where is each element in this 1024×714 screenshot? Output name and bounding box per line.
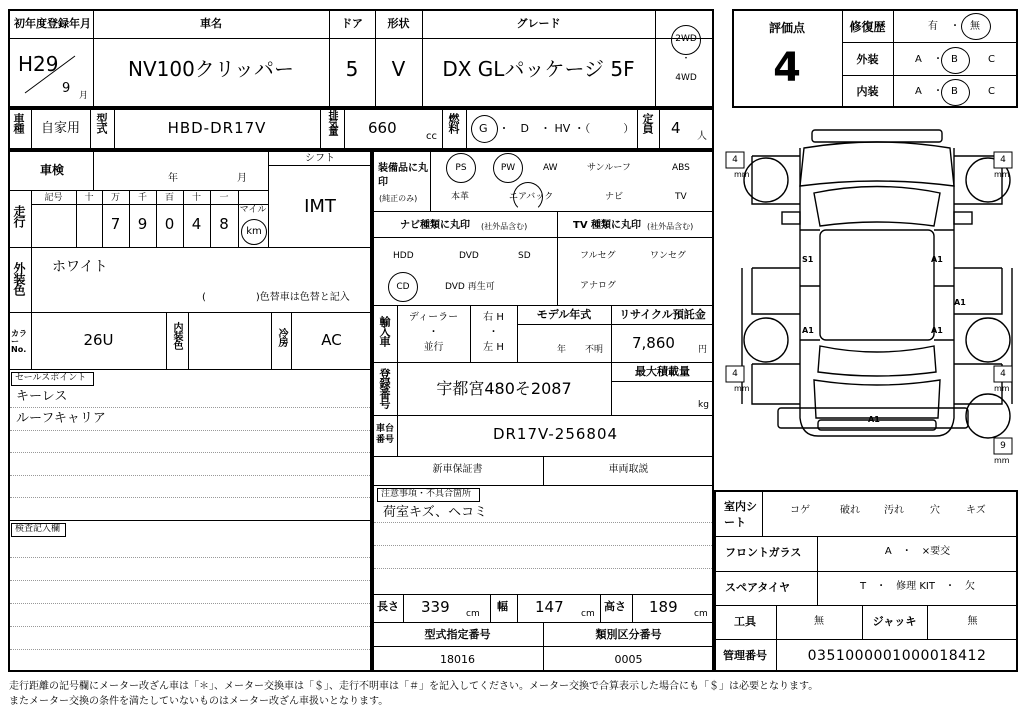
grade-label: グレード <box>516 17 561 30</box>
cap: 4 <box>671 119 681 137</box>
hgt: 189 <box>649 598 678 616</box>
footer-note: 走行距離の記号欄にメーター改ざん車は「＊」、メーター交換車は「＄」、走行不明車は「＃」を記入してください。メーター交換で合算表示した場合にも「＄」は必要となります。 <box>9 681 819 692</box>
colorno: 26U <box>83 331 114 349</box>
equip-aw: AW <box>543 163 558 173</box>
ac: AC <box>321 331 342 349</box>
equip-navi: ナビ <box>605 192 624 202</box>
notes: 荷室キズ、ヘコミ <box>383 505 488 520</box>
recycle: 7,860 <box>632 334 675 352</box>
equip-ps: PS <box>455 163 467 173</box>
tread-spare-mm: mm <box>994 456 1010 465</box>
chassis-label: 車台番号 <box>376 424 395 445</box>
import-dealer: ディーラー <box>408 312 459 323</box>
digit-h0: 記号 <box>44 193 63 203</box>
equip-abs: ABS <box>672 163 690 173</box>
model-label: 型式 <box>95 113 108 133</box>
model-year-unit: 年 <box>557 345 567 355</box>
class-no-label: 類別区分番号 <box>595 628 662 641</box>
repair-yes: 有 <box>928 21 938 32</box>
tv-label: TV 種類に丸印 <box>573 220 642 231</box>
interior-label: 内装 <box>856 85 879 98</box>
damage-mark: A1 <box>931 255 943 264</box>
digit-h4: 百 <box>164 193 174 203</box>
import-label: 輸入車 <box>378 316 391 346</box>
navi-cd: CD <box>396 282 410 292</box>
navi-sub: (社外品含む) <box>481 222 528 231</box>
model-year-unknown: 不明 <box>585 345 604 355</box>
equip-leather: 本革 <box>451 192 470 202</box>
manual: 車両取説 <box>608 464 649 475</box>
km-label: km <box>246 226 262 237</box>
int-b: B <box>951 86 958 97</box>
equip-tv: TV <box>675 192 687 202</box>
repair-dot: ・ <box>950 21 960 32</box>
sales-item: キーレス <box>16 389 68 404</box>
drive-dot: ・ <box>681 54 691 64</box>
int-color-label: 内装色 <box>171 322 182 349</box>
car-name-label: 車名 <box>200 17 222 30</box>
jack-label: ジャッキ <box>872 615 917 628</box>
disp: 660 <box>368 119 397 137</box>
import-dot: ・ <box>428 327 439 338</box>
mileage-digit: 9 <box>137 215 148 233</box>
class-no: 0005 <box>614 653 643 666</box>
len: 339 <box>421 598 450 616</box>
score-label: 評価点 <box>768 21 805 35</box>
int-opt: 汚れ <box>884 505 904 516</box>
reg-era: H29 <box>18 52 59 76</box>
shift-label: シフト <box>305 153 335 164</box>
digit-h3: 千 <box>137 193 147 203</box>
equip-airbag: エアバック <box>509 192 554 202</box>
glass-label: フロントガラス <box>725 546 802 559</box>
mileage-digit: 0 <box>164 215 175 233</box>
spare-opts: T ・ 修理 KIT ・ 欠 <box>860 581 975 592</box>
tread-spare: 9 <box>1000 441 1006 451</box>
tv-oneseg: ワンセグ <box>650 251 687 261</box>
wid-label: 幅 <box>497 600 508 613</box>
mile-label: マイル <box>239 205 267 215</box>
type-no: 18016 <box>440 653 475 666</box>
ext-a: A <box>915 54 922 65</box>
digit-h6: 一 <box>219 193 229 203</box>
hand-dot: ・ <box>488 327 499 338</box>
usage-label: 車種 <box>12 113 25 133</box>
import-parallel: 並行 <box>423 342 444 353</box>
maxload-label: 最大積載量 <box>635 365 690 378</box>
navi-dvd: DVD <box>459 251 479 261</box>
notes-label: 注意事項・不具合箇所 <box>381 489 472 499</box>
int-opt: キズ <box>966 505 986 516</box>
int-c: C <box>988 86 995 97</box>
check-label: 検査記入欄 <box>15 524 61 534</box>
plate: 宇都宮480そ2087 <box>436 379 572 398</box>
mileage-digit: 4 <box>191 215 202 233</box>
digit-h2: 万 <box>110 193 120 203</box>
len-label: 長さ <box>377 600 399 613</box>
drive-4wd: 4WD <box>675 73 697 83</box>
score-value: 4 <box>773 45 801 91</box>
shift: IMT <box>304 196 336 217</box>
grade: DX GLパッケージ 5F <box>442 57 635 81</box>
shape: V <box>391 57 406 81</box>
hgt-unit: cm <box>694 609 708 619</box>
doors-label: ドア <box>341 17 363 30</box>
warranty: 新車保証書 <box>432 464 483 475</box>
color: ホワイト <box>52 259 108 275</box>
doors: 5 <box>345 57 359 81</box>
ext-dot: ・ <box>933 54 943 65</box>
cc-unit: cc <box>426 131 437 142</box>
first-reg-label: 初年度登録年月 <box>14 17 91 30</box>
cap-label: 定員 <box>641 113 654 133</box>
equip-sub: (純正のみ) <box>379 194 418 203</box>
inspection-year: 年 <box>168 173 178 184</box>
disp-label: 排気量 <box>326 110 337 134</box>
tread-fl: 4 <box>732 155 738 165</box>
right-hand: 右 H <box>483 312 504 323</box>
navi-hdd: HDD <box>393 251 414 261</box>
color-label: 外装色 <box>12 262 26 295</box>
ext-c: C <box>988 54 995 65</box>
navi-sd: SD <box>518 251 531 261</box>
damage-mark: A1 <box>802 326 814 335</box>
mgmt: 0351000001000018412 <box>807 648 987 664</box>
damage-mark: A1 <box>868 415 880 424</box>
car-name: NV100クリッパー <box>127 57 295 81</box>
equip-sunroof: サンルーフ <box>587 163 631 173</box>
tread-fr: 4 <box>1000 155 1006 165</box>
int-a: A <box>915 86 922 97</box>
int-dot: ・ <box>933 86 943 97</box>
wid-unit: cm <box>581 609 595 619</box>
inspection-month: 月 <box>237 173 247 184</box>
person-unit: 人 <box>697 131 707 142</box>
drive-2wd: 2WD <box>675 34 697 44</box>
mileage-label: 走行 <box>12 205 26 227</box>
yen-unit: 円 <box>698 345 708 355</box>
footer-note: またメーター交換の条件を満たしていないものはメーター改ざん車扱いとなります。 <box>9 696 389 707</box>
tool-label: 工具 <box>734 615 756 628</box>
ext-b: B <box>951 54 958 65</box>
tread-fl-mm: mm <box>734 170 750 179</box>
navi-dvdplay: DVD 再生可 <box>445 282 495 292</box>
tread-rr: 4 <box>1000 369 1006 379</box>
tread-fr-mm: mm <box>994 170 1010 179</box>
tv-fullseg: フルセグ <box>580 251 616 261</box>
navi-label: ナビ種類に丸印 <box>400 220 470 231</box>
glass-opts: A ・ ×要交 <box>884 546 951 557</box>
int-opt: 破れ <box>840 505 860 516</box>
hgt-label: 高さ <box>604 600 626 613</box>
int-opt: 穴 <box>930 505 940 516</box>
equip-pw: PW <box>500 163 516 173</box>
damage-mark: A1 <box>954 298 966 307</box>
wid: 147 <box>535 598 564 616</box>
plate-label: 登録番号 <box>378 368 391 408</box>
tread-rl-mm: mm <box>734 384 750 393</box>
color-note: ( )色替車は色替と記入 <box>202 292 350 303</box>
type-no-label: 型式指定番号 <box>424 628 491 641</box>
interior-seat-label: 室内シート <box>724 500 757 529</box>
colorno-label: カラーNo. <box>11 329 27 354</box>
recycle-label: リサイクル預託金 <box>619 308 706 321</box>
mileage-digit: 7 <box>110 215 121 233</box>
sales-label: セールスポイント <box>15 373 87 383</box>
model: HBD-DR17V <box>167 119 267 137</box>
jack: 無 <box>967 616 978 627</box>
repair-no: 無 <box>970 21 980 32</box>
digit-h1: 十 <box>84 193 94 203</box>
reg-month: 9 <box>62 81 71 96</box>
damage-mark: S1 <box>802 255 814 264</box>
tool: 無 <box>814 616 824 627</box>
usage: 自家用 <box>40 121 80 136</box>
chassis: DR17V-256804 <box>492 425 619 443</box>
int-opt: コゲ <box>790 505 810 516</box>
tread-rr-mm: mm <box>994 384 1010 393</box>
mileage-digit: 8 <box>219 215 229 233</box>
ac-label: 冷房 <box>276 328 287 346</box>
month-unit: 月 <box>79 91 89 101</box>
tv-analog: アナログ <box>580 281 617 291</box>
damage-mark: A1 <box>931 326 943 335</box>
model-year-label: モデル年式 <box>536 308 592 321</box>
inspection-label: 車検 <box>40 163 65 177</box>
shape-label: 形状 <box>387 17 410 30</box>
tv-sub: (社外品含む) <box>647 222 694 231</box>
exterior-label: 外装 <box>856 53 879 66</box>
left-hand: 左 H <box>483 342 504 353</box>
kg-unit: kg <box>698 400 709 410</box>
tread-rl: 4 <box>732 369 738 379</box>
fuel-label: 燃料 <box>447 113 460 133</box>
len-unit: cm <box>466 609 480 619</box>
fuel-opts: G ・ D ・ HV ・（ ） <box>479 122 635 135</box>
sales-item: ルーフキャリア <box>16 411 106 426</box>
mgmt-label: 管理番号 <box>723 649 767 662</box>
reg-slash <box>20 48 80 98</box>
spare-label: スペアタイヤ <box>725 581 791 594</box>
repair-label: 修復歴 <box>849 20 886 34</box>
equip-label: 装備品に丸印 <box>378 163 428 188</box>
digit-h5: 十 <box>191 193 201 203</box>
